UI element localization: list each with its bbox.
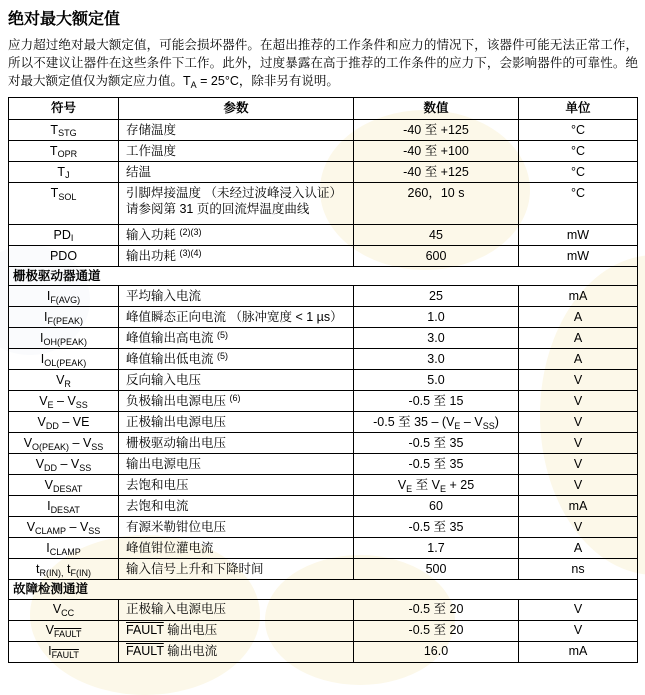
unit-cell: ns — [519, 559, 638, 580]
value-cell: 1.0 — [354, 307, 519, 328]
symbol-cell: $T_J$ — [9, 162, 119, 183]
symbol-cell: $I_{OL(PEAK)}$ — [9, 349, 119, 370]
table-header-row — [9, 98, 638, 120]
value-cell: -0.5 至 35 — [354, 517, 519, 538]
unit-cell: mA — [519, 641, 638, 662]
parameter-cell: 去饱和电压 — [119, 475, 354, 496]
value-cell: -0.5 至 15 — [354, 391, 519, 412]
section-header-row — [9, 580, 638, 599]
symbol-cell: PDO — [9, 246, 119, 267]
parameter-cell: 有源米勒钳位电压 — [119, 517, 354, 538]
table-row — [9, 475, 638, 496]
value-cell: -40 至 +125 — [354, 162, 519, 183]
table-row — [9, 620, 638, 641]
value-cell: 45 — [354, 225, 519, 246]
value-cell: 3.0 — [354, 328, 519, 349]
parameter-cell: 去饱和电流 — [119, 496, 354, 517]
table-row — [9, 599, 638, 620]
unit-cell: A — [519, 349, 638, 370]
table-row — [9, 349, 638, 370]
unit-cell: mA — [519, 496, 638, 517]
table-row — [9, 120, 638, 141]
symbol-cell: $T_{SOL}$ — [9, 183, 119, 225]
parameter-cell: 峰值瞬态正向电流 （脉冲宽度 < 1 µs） — [119, 307, 354, 328]
unit-cell: mW — [519, 225, 638, 246]
symbol-cell: $V_{DD}$ – VE — [9, 412, 119, 433]
symbol-cell: $I_{CLAMP}$ — [9, 538, 119, 559]
symbol-cell: $V_{DD} - V_{SS}$ — [9, 454, 119, 475]
parameter-cell: 峰值输出低电流 $^{(5)}$ — [119, 349, 354, 370]
parameter-cell: 引脚焊接温度 （未经过波峰浸入认证） 请参阅第 31 页的回流焊温度曲线 — [119, 183, 354, 225]
table-row — [9, 538, 638, 559]
intro-text: 应力超过绝对最大额定值，可能会损坏器件。在超出推荐的工作条件和应力的情况下，该器件可能无法正常工作，所以不建议让器件在这些条件下工作。此外，过度暴露在高于推荐的工作条件的应力下，会影响器件的可靠性。绝对最大额定值仅为额定应力值。 — [8, 38, 638, 88]
table-row — [9, 246, 638, 267]
unit-cell: V — [519, 454, 638, 475]
page-title: 绝对最大额定值 — [8, 11, 121, 28]
symbol-cell: $V_{CLAMP} - V_{SS}$ — [9, 517, 119, 538]
section-label: 故障检测通道 — [9, 580, 638, 599]
parameter-cell: 输入信号上升和下降时间 — [119, 559, 354, 580]
unit-cell: V — [519, 412, 638, 433]
symbol-cell: $T_{STG}$ — [9, 120, 119, 141]
table-row — [9, 225, 638, 246]
symbol-cell: $V_{FAULT}$ — [9, 620, 119, 641]
symbol-cell: $I_{OH(PEAK)}$ — [9, 328, 119, 349]
abs-max-ratings-table — [8, 97, 638, 663]
table-row — [9, 370, 638, 391]
value-cell: 5.0 — [354, 370, 519, 391]
parameter-cell: 平均输入电流 — [119, 286, 354, 307]
table-row — [9, 183, 638, 225]
symbol-cell: $I_{F(PEAK)}$ — [9, 307, 119, 328]
parameter-cell: FAULT 输出电流 — [119, 641, 354, 662]
symbol-cell: $V_{DESAT}$ — [9, 475, 119, 496]
parameter-cell: 输出电源电压 — [119, 454, 354, 475]
ta-symbol: T — [183, 74, 191, 88]
table-body — [9, 120, 638, 663]
value-cell: 260，10 s — [354, 183, 519, 225]
symbol-cell: $I_{DESAT}$ — [9, 496, 119, 517]
parameter-cell: 输出功耗 $^{(3)(4)}$ — [119, 246, 354, 267]
table-row — [9, 162, 638, 183]
value-cell: $V_E$ 至 $V_E + 25$ — [354, 475, 519, 496]
value-cell: -40 至 +100 — [354, 141, 519, 162]
unit-cell: °C — [519, 141, 638, 162]
table-row — [9, 454, 638, 475]
symbol-cell: $t_{R(IN),}$ $t_{F(IN)}$ — [9, 559, 119, 580]
unit-cell: °C — [519, 183, 638, 225]
unit-cell: A — [519, 328, 638, 349]
col-header-value: 数值 — [354, 98, 519, 120]
unit-cell: °C — [519, 120, 638, 141]
table-row — [9, 391, 638, 412]
table-row — [9, 286, 638, 307]
parameter-cell: 栅极驱动输出电压 — [119, 433, 354, 454]
parameter-cell: 工作温度 — [119, 141, 354, 162]
table-row — [9, 328, 638, 349]
table-row — [9, 517, 638, 538]
parameter-cell: 峰值输出高电流 $^{(5)}$ — [119, 328, 354, 349]
table-row — [9, 641, 638, 662]
unit-cell: V — [519, 475, 638, 496]
symbol-cell: $V_E - V_{SS}$ — [9, 391, 119, 412]
value-cell: -40 至 +125 — [354, 120, 519, 141]
value-cell: 25 — [354, 286, 519, 307]
value-cell: 500 — [354, 559, 519, 580]
unit-cell: V — [519, 433, 638, 454]
unit-cell: V — [519, 370, 638, 391]
symbol-cell: $I_{FAULT}$ — [9, 641, 119, 662]
col-header-unit: 单位 — [519, 98, 638, 120]
parameter-cell: 负极输出电源电压 $^{(6)}$ — [119, 391, 354, 412]
unit-cell: V — [519, 599, 638, 620]
parameter-cell: 正极输出电源电压 — [119, 412, 354, 433]
unit-cell: °C — [519, 162, 638, 183]
unit-cell: mA — [519, 286, 638, 307]
intro-text-after: = 25°C，除非另有说明。 — [196, 74, 339, 88]
symbol-cell: $V_R$ — [9, 370, 119, 391]
intro-paragraph — [8, 36, 638, 90]
value-cell: -0.5 至 20 — [354, 599, 519, 620]
table-row — [9, 307, 638, 328]
ta-subscript: A — [190, 79, 197, 90]
col-header-symbol: 符号 — [9, 98, 119, 120]
parameter-cell: 正极输入电源电压 — [119, 599, 354, 620]
value-cell: 16.0 — [354, 641, 519, 662]
unit-cell: mW — [519, 246, 638, 267]
unit-cell: A — [519, 538, 638, 559]
table-row — [9, 559, 638, 580]
table-row — [9, 433, 638, 454]
table-row — [9, 141, 638, 162]
unit-cell: V — [519, 517, 638, 538]
parameter-cell: 峰值钳位灌电流 — [119, 538, 354, 559]
value-cell: -0.5 至 35 — [354, 433, 519, 454]
symbol-cell: $V_{O(PEAK)} - V_{SS}$ — [9, 433, 119, 454]
value-cell: 600 — [354, 246, 519, 267]
parameter-cell: 存储温度 — [119, 120, 354, 141]
section-header-row — [9, 267, 638, 286]
value-cell: -0.5 至 $35 - (V_E - V_{SS})$ — [354, 412, 519, 433]
unit-cell: V — [519, 391, 638, 412]
value-cell: -0.5 至 20 — [354, 620, 519, 641]
value-cell: 60 — [354, 496, 519, 517]
parameter-cell: 输入功耗 $^{(2)(3)}$ — [119, 225, 354, 246]
parameter-cell: FAULT 输出电压 — [119, 620, 354, 641]
symbol-cell: $T_{OPR}$ — [9, 141, 119, 162]
symbol-cell: $PD_I$ — [9, 225, 119, 246]
table-row — [9, 412, 638, 433]
col-header-parameter: 参数 — [119, 98, 354, 120]
section-label: 栅极驱动器通道 — [9, 267, 638, 286]
parameter-cell: 反向输入电压 — [119, 370, 354, 391]
value-cell: 1.7 — [354, 538, 519, 559]
value-cell: 3.0 — [354, 349, 519, 370]
parameter-cell: 结温 — [119, 162, 354, 183]
unit-cell: V — [519, 620, 638, 641]
symbol-cell: $I_{F(AVG)}$ — [9, 286, 119, 307]
symbol-cell: $V_{CC}$ — [9, 599, 119, 620]
value-cell: -0.5 至 35 — [354, 454, 519, 475]
unit-cell: A — [519, 307, 638, 328]
table-row — [9, 496, 638, 517]
